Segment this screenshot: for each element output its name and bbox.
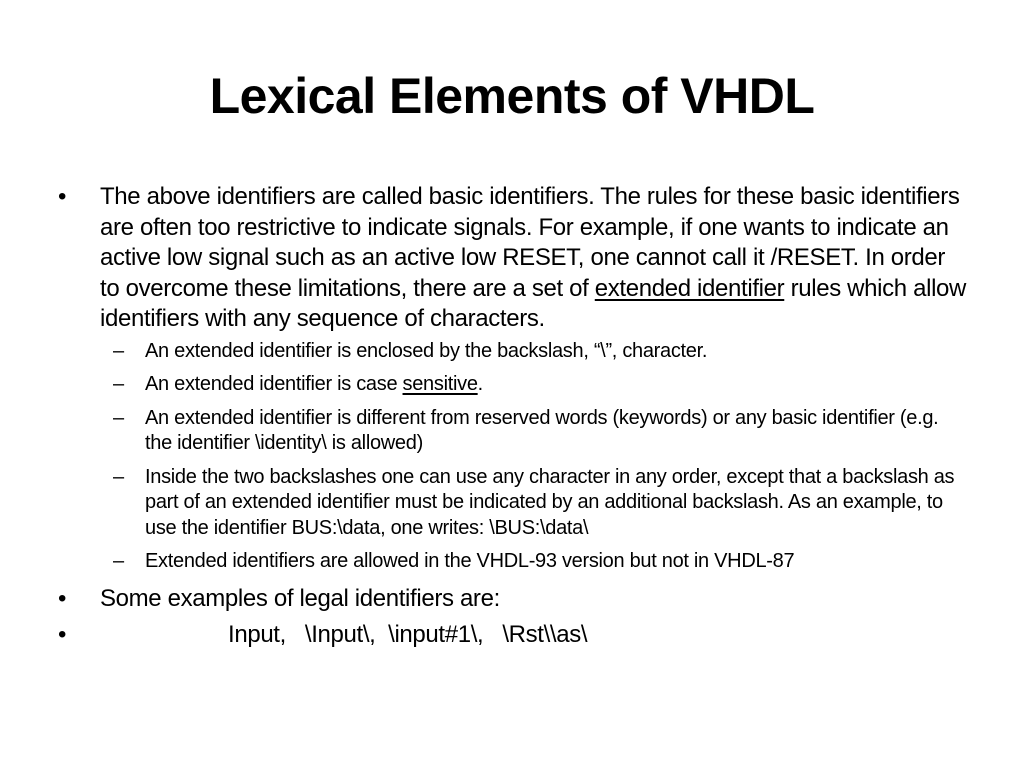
bullet-text: The above identifiers are called basic identifiers. The rules for these basic identifiers are often too restrictive to indicate signals. For example, if one wants to indicate an active low signal such as an active low RESET, one cannot call it /RESET. In order to overcome these limitations, there are a set of — [100, 183, 960, 302]
bullet-icon: • — [58, 621, 67, 648]
slide-content — [58, 182, 968, 651]
sub-bullet-item — [58, 372, 968, 398]
sensitive-term: sensitive — [402, 373, 478, 395]
sub-bullet-text: Extended identifiers are allowed in the VHDL-93 version but not in VHDL-87 — [145, 550, 795, 572]
dash-icon: – — [113, 465, 124, 488]
sub-bullet-item — [58, 465, 968, 542]
sub-bullet-text: An extended identifier is case — [145, 373, 403, 395]
sub-bullet-text: Inside the two backslashes one can use any character in any order, except that a backslash as part of an extended identifier must be indicated by an additional backslash. As an example, to use the identifier BUS:\data, one writes: \BUS:\data\ — [145, 465, 955, 539]
examples-text: Input, \Input\, \input#1\, \Rst\\as\ — [228, 621, 588, 648]
sub-bullet-item — [58, 339, 968, 365]
extended-identifier-term: extended identifier — [594, 274, 785, 302]
sub-bullet-item — [58, 406, 968, 457]
sub-bullet-list — [58, 339, 968, 575]
dash-icon: – — [113, 339, 124, 362]
bullet-item — [58, 620, 968, 651]
sub-bullet-text: . — [477, 373, 483, 395]
slide-title: Lexical Elements of VHDL — [209, 68, 815, 124]
bullet-icon: • — [58, 183, 67, 210]
sub-bullet-text: An extended identifier is different from reserved words (keywords) or any basic identifier (e.g. the identifier \identity\ is allowed) — [145, 406, 939, 454]
bullet-item — [58, 584, 968, 615]
bullet-icon: • — [58, 584, 67, 612]
bullet-item — [58, 182, 968, 335]
dash-icon: – — [113, 406, 124, 429]
dash-icon: – — [113, 373, 124, 395]
dash-icon: – — [113, 550, 124, 572]
sub-bullet-text: An extended identifier is enclosed by the backslash, “\”, character. — [145, 339, 708, 362]
sub-bullet-item — [58, 549, 968, 575]
bullet-text: Some examples of legal identifiers are: — [100, 584, 500, 612]
bullet-text: rules which allow identifiers with any sequence of characters. — [100, 274, 967, 332]
